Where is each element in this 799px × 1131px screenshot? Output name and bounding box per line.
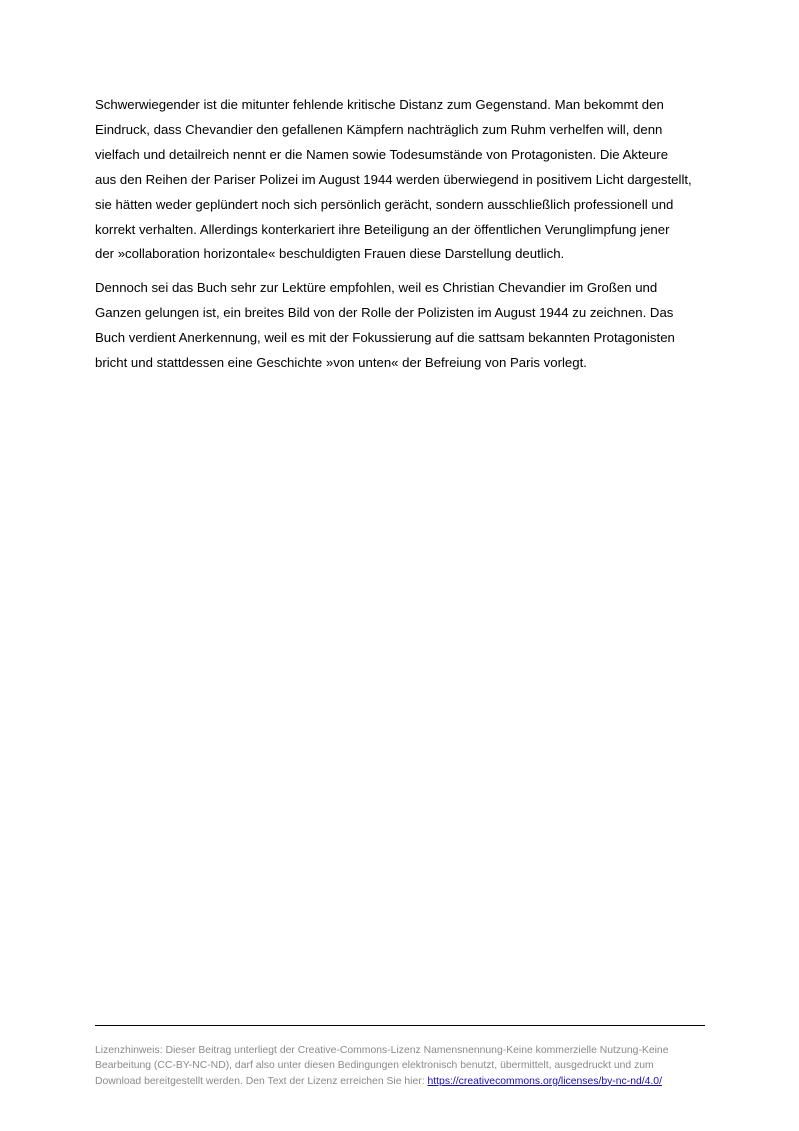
paragraph-recommendation [95,276,710,376]
license-line-prefix: Download bereitgestellt werden. Den Text der Lizenz erreichen Sie hier: [95,1075,428,1087]
text-line: Schwerwiegender ist die mitunter fehlende kritische Distanz zum Gegenstand. Man bekommt den [95,97,664,112]
text-line: Eindruck, dass Chevandier den gefallenen Kämpfern nachträglich zum Ruhm verhelfen will, denn [95,121,663,137]
text-line: aus den Reihen der Pariser Polizei im August 1944 werden überwiegend in positivem Licht dargestellt, [95,171,692,187]
text-line: sie hätten weder geplündert noch sich persönlich gerächt, sondern ausschließlich professionell und [95,196,674,212]
text-line: Ganzen gelungen ist, ein breites Bild von der Rolle der Polizisten im August 1944 zu zeichnen. Das [95,305,674,321]
license-line-last [95,1074,705,1089]
text-line: der »collaboration horizontale« beschuldigten Frauen diese Darstellung deutlich. [95,246,565,262]
license-line: Lizenzhinweis: Dieser Beitrag unterliegt der Creative-Commons-Lizenz Namensnennung-Keine kommerzielle Nutzung-Keine [95,1045,669,1056]
license-line: Bearbeitung (CC-BY-NC-ND), darf also unter diesen Bedingungen elektronisch benutzt, übermittelt, ausgedruckt und zum [95,1060,654,1072]
license-link[interactable]: https://creativecommons.org/licenses/by-nc-nd/4.0/ [427,1075,662,1087]
text-line: korrekt verhalten. Allerdings konterkariert ihre Beteiligung an der öffentlichen Verunglimpfung jener [95,221,670,237]
paragraph-critique [95,93,710,267]
article-body [95,93,710,385]
license-note [95,1043,705,1089]
footer-divider [95,1025,705,1026]
text-line: vielfach und detailreich nennt er die Namen sowie Todesumstände von Protagonisten. Die Akteure [95,146,669,162]
page-footer [95,1025,705,1089]
text-line: Buch verdient Anerkennung, weil es mit der Fokussierung auf die sattsam bekannten Protagonisten [95,330,675,346]
text-line: bricht und stattdessen eine Geschichte »von unten« der Befreiung von Paris vorlegt. [95,355,587,371]
text-line: Dennoch sei das Buch sehr zur Lektüre empfohlen, weil es Christian Chevandier im Großen und [95,280,658,296]
